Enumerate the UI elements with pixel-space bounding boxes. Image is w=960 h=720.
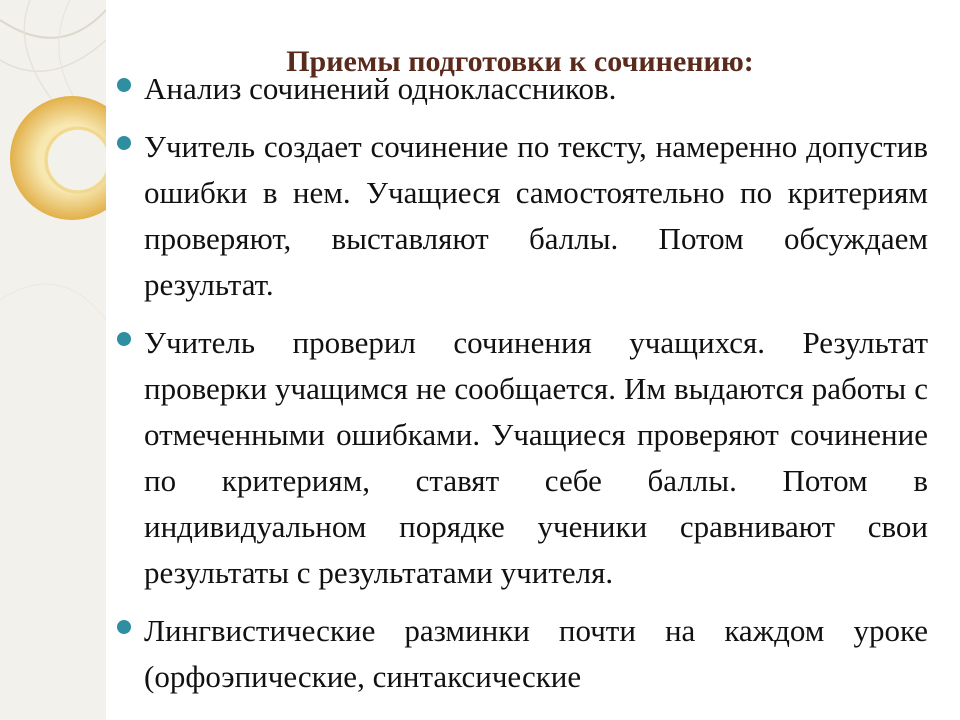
bullet-list — [116, 66, 928, 712]
bullet-dot-icon — [117, 332, 131, 346]
bullet-text: Учитель проверил сочинения учащихся. Результат проверки учащимся не сообщается. Им выдаются работы с отмеченными ошибками. Учащиеся проверяют сочинение по критериям, ставят себе баллы. Потом в индивидуальном порядке ученики сравнивают свои результаты с результатами учителя. — [144, 325, 928, 590]
bullet-dot-icon — [117, 78, 131, 92]
bullet-dot-icon — [117, 620, 131, 634]
decorative-ring-icon — [0, 0, 106, 720]
bullet-text: Учитель создает сочинение по тексту, намеренно допустив ошибки в нем. Учащиеся самостоятельно по критериям проверяют, выставляют баллы. Потом обсуждаем результат. — [144, 129, 928, 302]
decorative-side-panel — [0, 0, 106, 720]
slide-title: Приемы подготовки к сочинению: — [286, 45, 754, 78]
list-item — [116, 608, 928, 700]
bullet-text: Лингвистические разминки почти на каждом уроке (орфоэпические, синтаксические — [144, 613, 928, 694]
bullet-text: Анализ сочинений одноклассников. — [144, 71, 617, 106]
list-item — [116, 124, 928, 308]
bullet-dot-icon — [117, 136, 131, 150]
list-item — [116, 66, 928, 112]
list-item — [116, 320, 928, 596]
